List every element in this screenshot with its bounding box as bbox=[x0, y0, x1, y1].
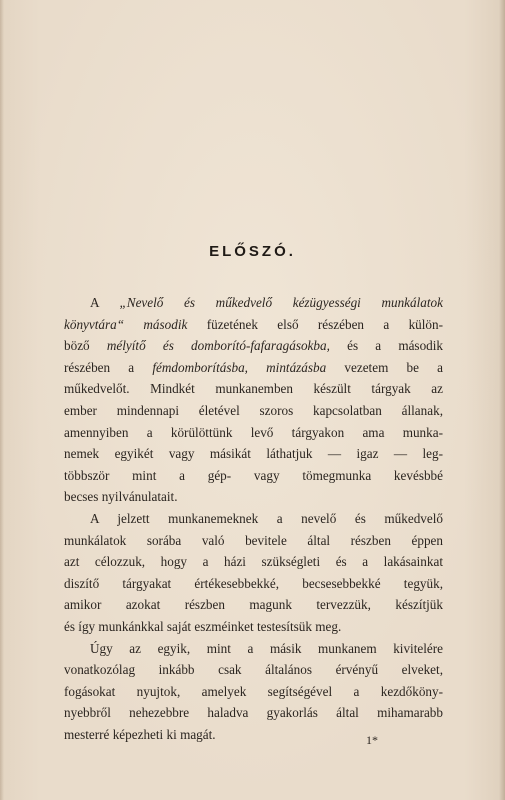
text-run: mesterré képezheti ki magát. bbox=[64, 726, 216, 742]
signature-mark: 1* bbox=[366, 733, 378, 747]
text-run: amikor azokat részben magunk tervezzük, készítjük bbox=[64, 597, 443, 613]
text-run: nyebbről nehezebbre haladva gyakorlás által mihamarabb bbox=[64, 705, 443, 721]
text-line bbox=[64, 638, 443, 660]
italic-text: fémdomborításba, mintázásba bbox=[152, 359, 327, 375]
page-edge-shadow-left bbox=[0, 0, 4, 800]
text-run: munkálatok sorába való bevitele által részben éppen bbox=[64, 532, 443, 548]
text-line bbox=[64, 508, 443, 530]
text-run: A jelzett munkanemeknek a nevelő és műkedvelő bbox=[90, 510, 443, 526]
text-line bbox=[64, 530, 443, 552]
body-text bbox=[64, 292, 443, 745]
text-line bbox=[64, 314, 443, 336]
text-line bbox=[64, 486, 443, 508]
italic-text: „Nevelő és műkedvelő kézügyességi munkálatok bbox=[119, 295, 443, 310]
text-run: és így munkánkkal saját eszméinket testesítsük meg. bbox=[64, 618, 342, 634]
text-run: becses nyilvánulatait. bbox=[64, 489, 178, 505]
text-run: amennyiben a körülöttünk levő tárgyakon ama munka- bbox=[64, 424, 443, 440]
text-run: vezetem be a bbox=[326, 359, 443, 375]
text-run: diszítő tárgyakat értékesebbekké, becsesebbekké tegyük, bbox=[64, 575, 443, 591]
text-line bbox=[64, 724, 443, 746]
text-run: ember mindennapi életével szoros kapcsolatban állanak, bbox=[64, 402, 443, 418]
text-line bbox=[64, 573, 443, 595]
text-line bbox=[64, 335, 443, 357]
text-line bbox=[64, 443, 443, 465]
text-run: műkedvelőt. Mindkét munkanemben készült tárgyak az bbox=[64, 381, 443, 397]
text-line bbox=[64, 400, 443, 422]
text-run: böző bbox=[64, 338, 107, 354]
page-title: ELŐSZÓ. bbox=[209, 243, 296, 260]
paragraph bbox=[64, 508, 443, 638]
text-line bbox=[64, 422, 443, 444]
paragraph bbox=[64, 292, 443, 508]
text-run: nemek egyikét vagy másikát láthatjuk — igaz — leg- bbox=[64, 446, 443, 462]
text-line bbox=[64, 659, 443, 681]
italic-text: könyvtára“ második bbox=[64, 316, 188, 332]
text-line bbox=[64, 465, 443, 487]
text-line bbox=[64, 594, 443, 616]
text-run: azt célozzuk, hogy a házi szükségleti és a lakásainkat bbox=[64, 554, 443, 570]
text-run: fogásokat nyujtok, amelyek segítségével a kezdőköny- bbox=[64, 683, 443, 699]
text-line bbox=[64, 616, 443, 638]
text-run: Úgy az egyik, mint a másik munkanem kivitelére bbox=[90, 640, 443, 656]
text-run: füzetének első részében a külön- bbox=[187, 316, 443, 332]
text-run: többször mint a gép- vagy tömegmunka kevésbbé bbox=[64, 467, 443, 483]
text-run: részében a bbox=[64, 359, 153, 375]
page-edge-shadow-right bbox=[499, 0, 505, 800]
text-line bbox=[64, 292, 443, 314]
text-line bbox=[64, 702, 443, 724]
text-line bbox=[64, 378, 443, 400]
paragraph bbox=[64, 638, 443, 746]
text-run: vonatkozólag inkább csak általános érvényű elveket, bbox=[64, 662, 443, 678]
text-run: A bbox=[90, 295, 120, 310]
text-line bbox=[64, 681, 443, 703]
text-line bbox=[64, 551, 443, 573]
italic-text: mélyítő és domborító-fafaragásokba, bbox=[106, 338, 330, 354]
text-line bbox=[64, 357, 443, 379]
text-run: és a második bbox=[329, 338, 443, 354]
